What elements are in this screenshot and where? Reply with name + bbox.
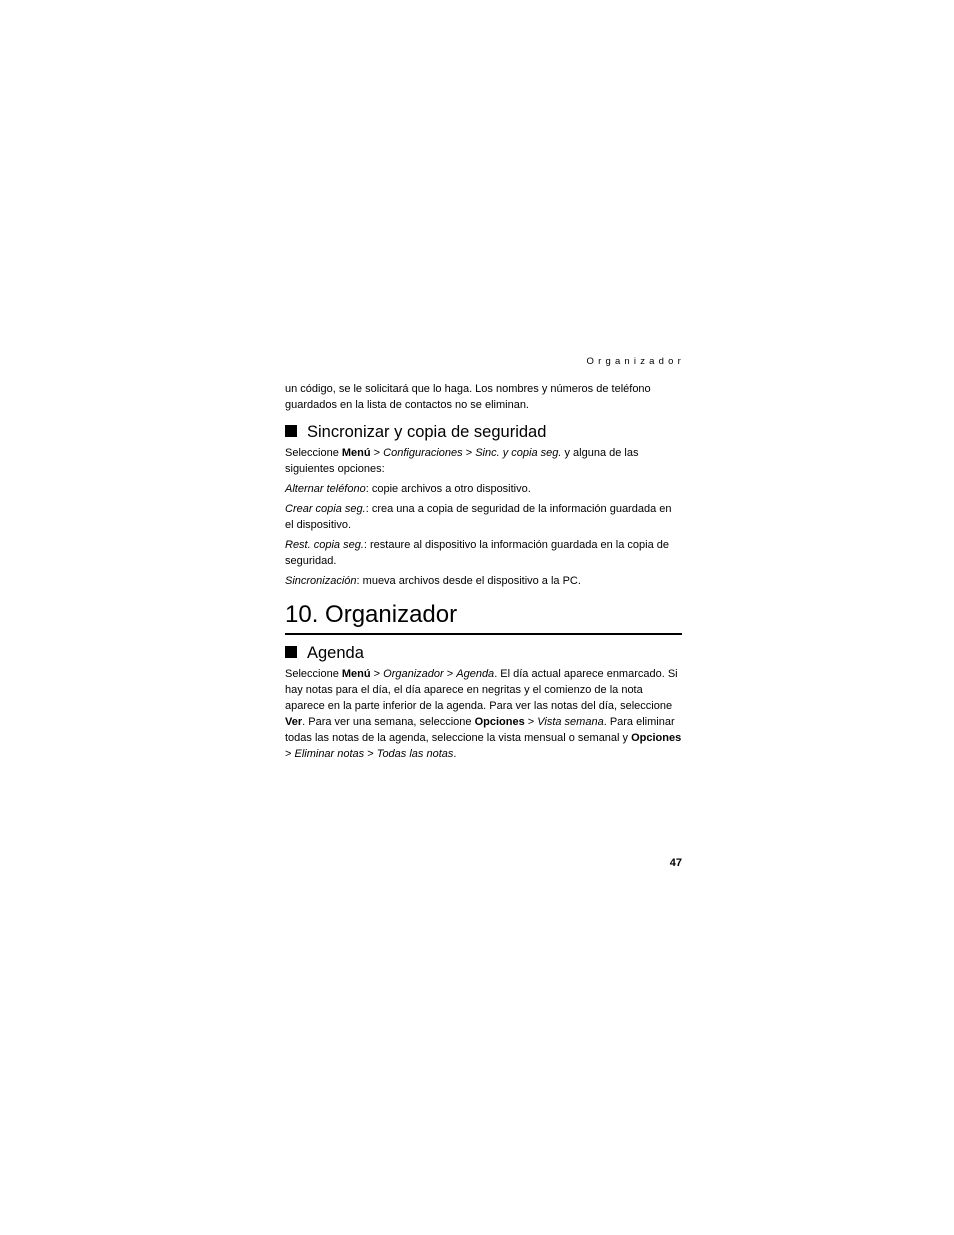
sync-intro-sep2: > — [462, 447, 476, 459]
sync-intro-prefix: Seleccione — [285, 447, 342, 459]
sync-option-term: Crear copia seg. — [285, 503, 366, 515]
sync-option — [285, 537, 682, 569]
sync-intro-sep1: > — [370, 447, 384, 459]
agenda-bold-opciones: Opciones — [474, 716, 525, 728]
sync-intro-path2: Sinc. y copia seg. — [475, 447, 562, 459]
running-header: Organizador — [586, 356, 685, 367]
agenda-text: > — [524, 716, 538, 728]
agenda-bold-opciones: Opciones — [631, 732, 682, 744]
square-bullet-icon — [285, 646, 297, 658]
sync-intro-paragraph — [285, 445, 682, 477]
sync-option-desc: : restaure al dispositivo la información guardada en la copia de seguridad. — [285, 539, 670, 567]
intro-paragraph: un código, se le solicitará que lo haga. Los nombres y números de teléfono guardados en la lista de contactos no se eliminan. — [285, 383, 651, 411]
section-heading-sync — [285, 422, 682, 442]
agenda-italic-eliminar-notas: Eliminar notas — [294, 748, 365, 760]
sync-option-term: Rest. copia seg. — [285, 539, 364, 551]
agenda-text: > — [364, 748, 377, 760]
agenda-paragraph — [285, 666, 682, 762]
agenda-text: Seleccione — [285, 668, 342, 680]
agenda-text: > — [443, 668, 457, 680]
agenda-text: . — [453, 748, 457, 760]
agenda-text: . Para ver una semana, seleccione — [302, 716, 475, 728]
section-heading-agenda — [285, 643, 682, 663]
section-heading-agenda-text: Agenda — [307, 644, 364, 662]
sync-option — [285, 573, 682, 589]
sync-option-term: Sincronización — [285, 575, 357, 587]
sync-option-desc: : mueva archivos desde el dispositivo a la PC. — [356, 575, 581, 587]
sync-intro-suffix: y alguna de las siguientes opciones: — [285, 447, 639, 475]
square-bullet-icon — [285, 425, 297, 437]
agenda-italic-organizador: Organizador — [383, 668, 444, 680]
sync-option-desc: : copie archivos a otro dispositivo. — [365, 483, 531, 495]
agenda-bold-menu: Menú — [341, 668, 371, 680]
sync-option-term: Alternar teléfono — [285, 483, 366, 495]
agenda-text: > — [285, 748, 295, 760]
section-heading-sync-text: Sincronizar y copia de seguridad — [307, 423, 547, 441]
sync-option — [285, 481, 682, 497]
agenda-text: . El día actual aparece enmarcado. Si hay notas para el día, el día aparece en negritas y el comienzo de la nota aparece en la parte inferior de la agenda. Para ver las notas del día, seleccione — [285, 668, 678, 712]
agenda-italic-vista-semana: Vista semana — [537, 716, 604, 728]
chapter-title: 10. Organizador — [285, 600, 682, 635]
agenda-text: > — [370, 668, 384, 680]
agenda-bold-ver: Ver — [285, 716, 303, 728]
agenda-text: . Para eliminar todas las notas de la agenda, seleccione la vista mensual o semanal y — [285, 716, 675, 744]
sync-option — [285, 501, 682, 533]
page-number: 47 — [669, 857, 682, 869]
sync-option-desc: : crea una a copia de seguridad de la información guardada en el dispositivo. — [285, 503, 672, 531]
agenda-italic-todas-las-notas: Todas las notas — [376, 748, 454, 760]
sync-intro-menu: Menú — [341, 447, 371, 459]
agenda-italic-agenda: Agenda — [456, 668, 495, 680]
sync-intro-path1: Configuraciones — [383, 447, 463, 459]
